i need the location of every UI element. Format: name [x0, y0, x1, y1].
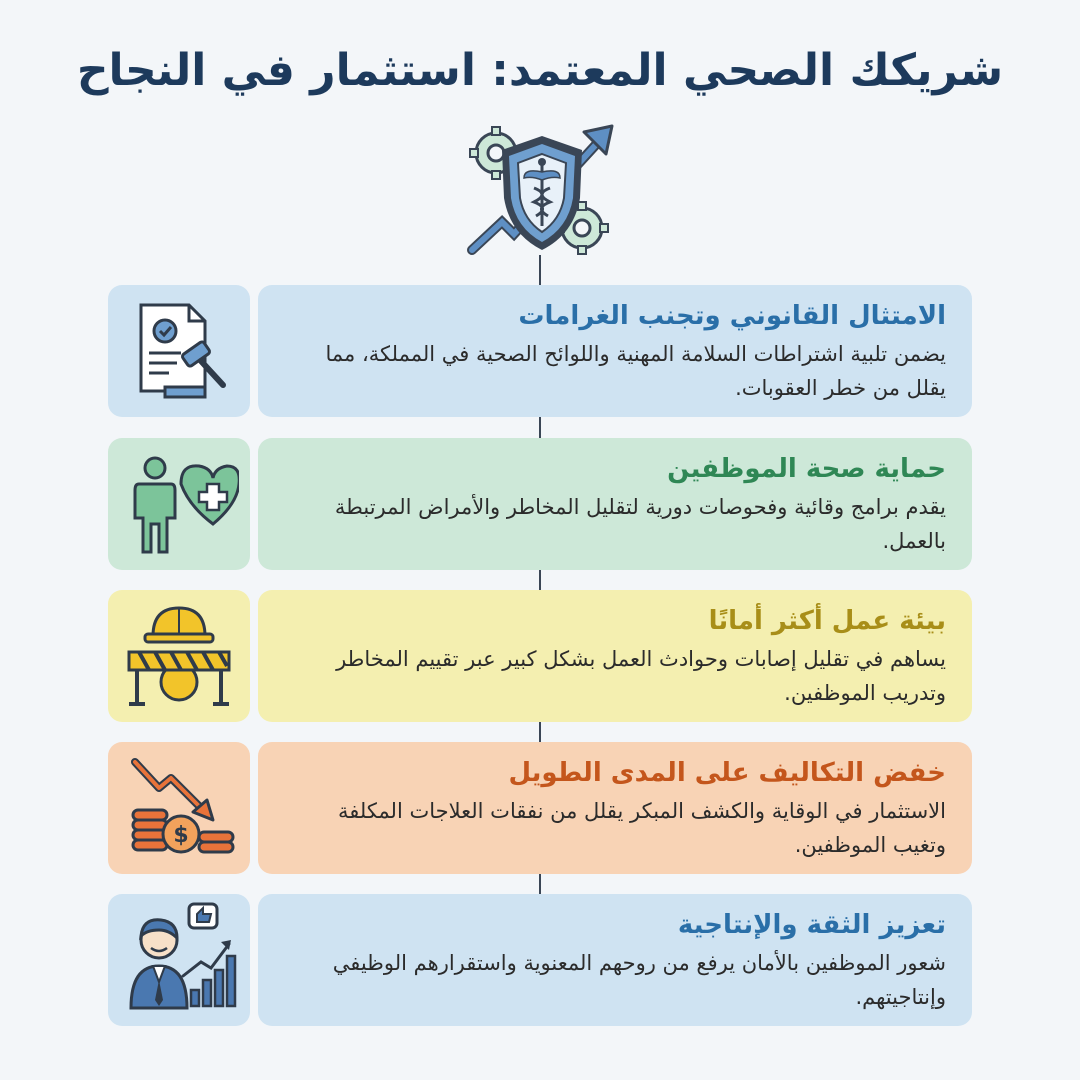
coins-down-arrow-icon [119, 748, 239, 868]
benefit-description: الاستثمار في الوقاية والكشف المبكر يقلل من نفقات العلاجات المكلفة وتغيب الموظفين. [337, 799, 946, 857]
benefit-card [108, 894, 972, 1026]
benefit-heading: تعزيز الثقة والإنتاجية [677, 910, 946, 940]
benefit-text-box [258, 742, 972, 874]
hardhat-barrier-icon [119, 596, 239, 716]
benefit-icon-box [108, 742, 250, 874]
benefit-text-box [258, 590, 972, 722]
benefit-description: يقدم برامج وقائية وفحوصات دورية لتقليل المخاطر والأمراض المرتبطة بالعمل. [334, 495, 946, 553]
benefit-icon-box [108, 438, 250, 570]
benefit-heading: الامتثال القانوني وتجنب الغرامات [518, 301, 946, 331]
benefit-heading: خفض التكاليف على المدى الطويل [508, 758, 946, 788]
page-title: شريكك الصحي المعتمد: استثمار في النجاح [76, 45, 1004, 96]
benefit-icon-box [108, 285, 250, 417]
employee-growth-icon [119, 900, 239, 1020]
benefit-description: يضمن تلبية اشتراطات السلامة المهنية واللوائح الصحية في المملكة، مما يقلل من خطر العقوبات. [325, 342, 946, 400]
person-heart-icon [119, 444, 239, 564]
document-gavel-icon [119, 291, 239, 411]
benefit-card [108, 590, 972, 722]
benefit-card [108, 285, 972, 417]
benefit-icon-box [108, 590, 250, 722]
benefit-icon-box [108, 894, 250, 1026]
benefit-heading: حماية صحة الموظفين [667, 454, 946, 484]
benefit-description: شعور الموظفين بالأمان يرفع من روحهم المعنوية واستقرارهم الوظيفي وإنتاجيتهم. [332, 951, 946, 1009]
benefit-description: يساهم في تقليل إصابات وحوادث العمل بشكل كبير عبر تقييم المخاطر وتدريب الموظفين. [336, 647, 946, 705]
shield-caduceus-growth-icon [462, 118, 622, 268]
benefit-text-box [258, 894, 972, 1026]
benefit-text-box [258, 285, 972, 417]
benefit-card [108, 742, 972, 874]
svg-text:$: $ [173, 823, 189, 848]
benefit-text-box [258, 438, 972, 570]
benefit-heading: بيئة عمل أكثر أمانًا [708, 606, 946, 636]
benefit-card [108, 438, 972, 570]
